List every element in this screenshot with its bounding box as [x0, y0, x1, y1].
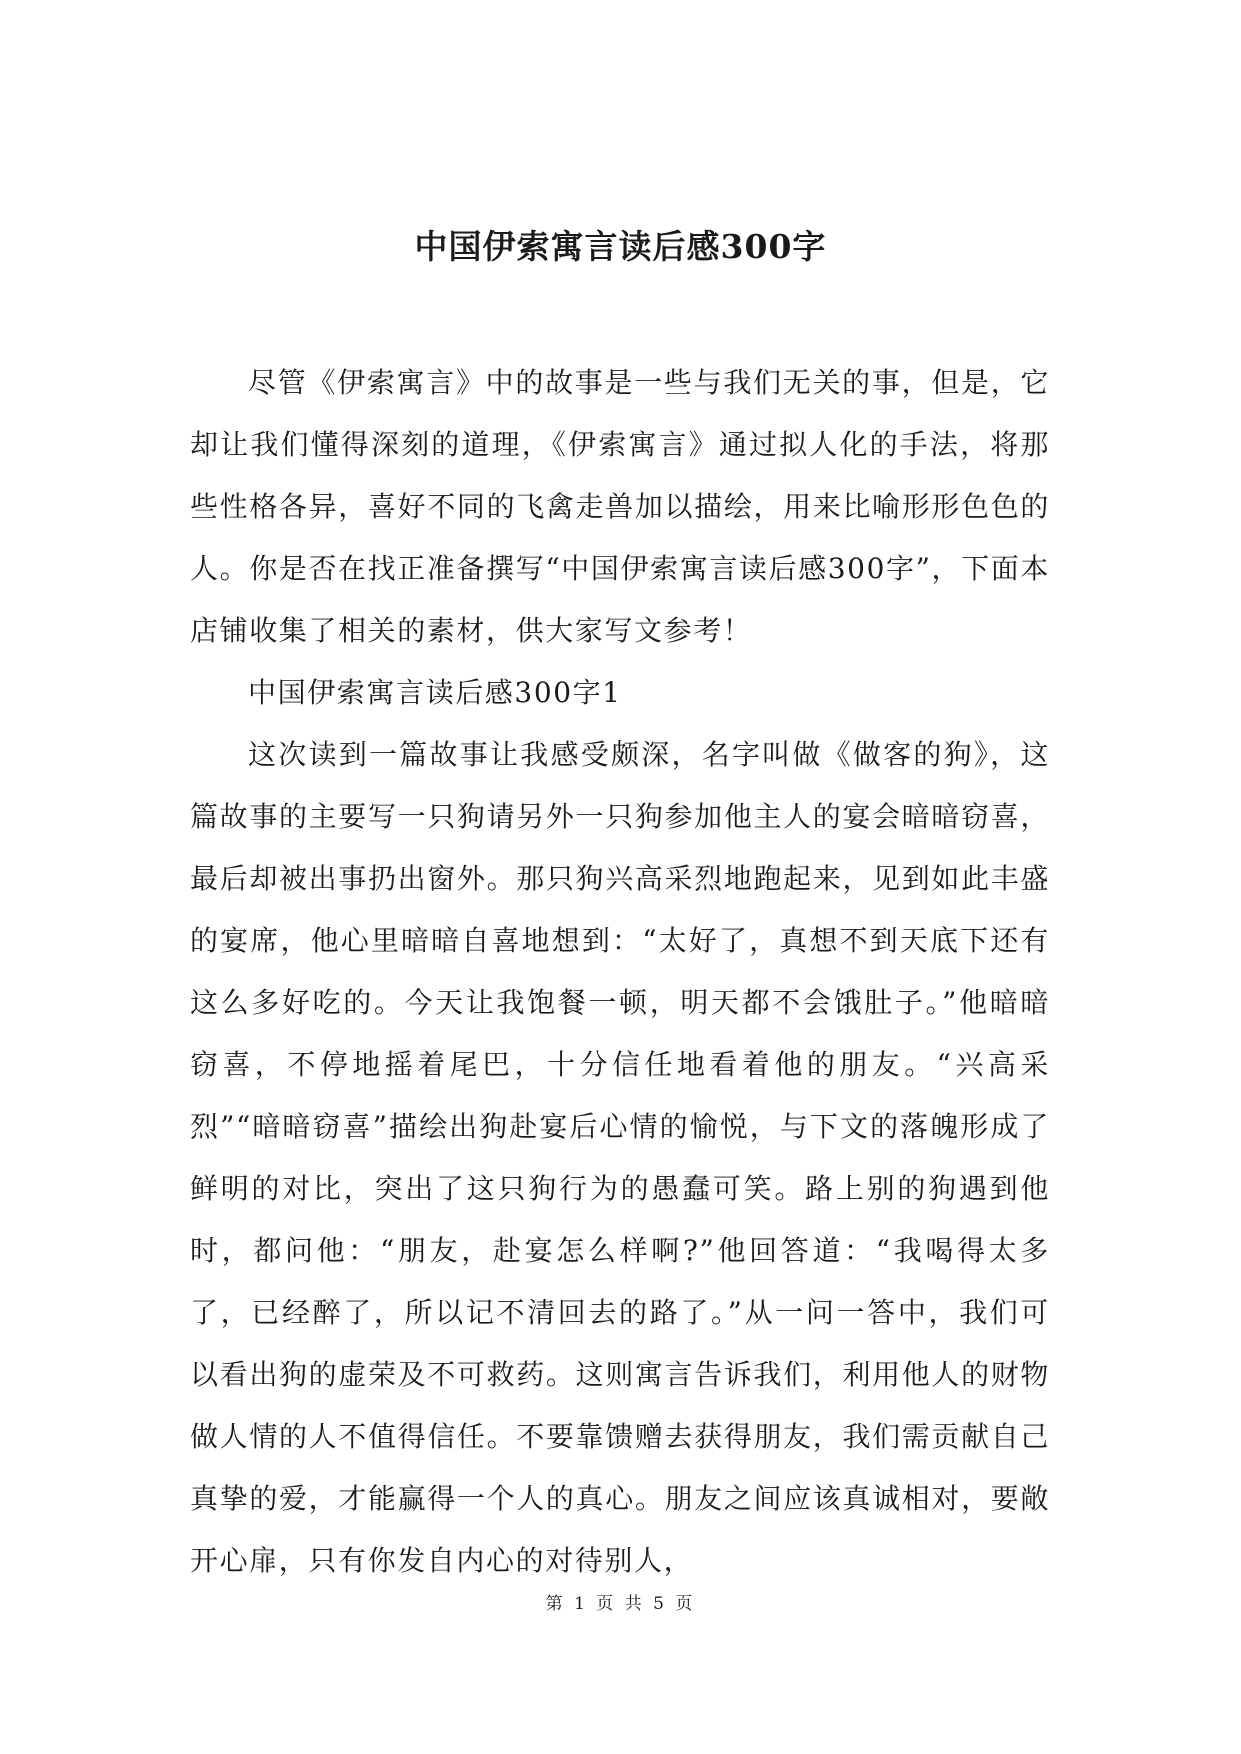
page-number-footer: 第 1 页 共 5 页: [545, 1594, 696, 1614]
story-paragraph: 这次读到一篇故事让我感受颇深，名字叫做《做客的狗》，这篇故事的主要写一只狗请另外一只狗参加他主人的宴会暗暗窃喜，最后却被出事扔出窗外。那只狗兴高采烈地跑起来，见到如此丰盛的宴席，他心里暗暗自喜地想到：“太好了，真想不到天底下还有这么多好吃的。今天让我饱餐一顿，明天都不会饿肚子。”他暗暗窃喜，不停地摇着尾巴，十分信任地看着他的朋友。“兴高采烈”“暗暗窃喜”描绘出狗赴宴后心情的愉悦，与下文的落魄形成了鲜明的对比，突出了这只狗行为的愚蠢可笑。路上别的狗遇到他时，都问他：“朋友，赴宴怎么样啊?”他回答道：“我喝得太多了，已经醉了，所以记不清回去的路了。”从一问一答中，我们可以看出狗的虚荣及不可救药。这则寓言告诉我们，利用他人的财物做人情的人不值得信任。不要靠馈赠去获得朋友，我们需贡献自己真挚的爱，才能赢得一个人的真心。朋友之间应该真诚相对，要敞开心扉，只有你发自内心的对待别人，: [190, 738, 1050, 1577]
section-heading: 中国伊索寓言读后感300字1: [248, 676, 622, 709]
document-title: 中国伊索寓言读后感300字: [414, 227, 827, 266]
document-body: [190, 352, 1050, 1592]
intro-paragraph: 尽管《伊索寓言》中的故事是一些与我们无关的事，但是，它却让我们懂得深刻的道理，《伊索寓言》通过拟人化的手法，将那些性格各异，喜好不同的飞禽走兽加以描绘，用来比喻形形色色的人。你是否在找正准备撰写“中国伊索寓言读后感300字”，下面本店铺收集了相关的素材，供大家写文参考！: [190, 366, 1050, 647]
